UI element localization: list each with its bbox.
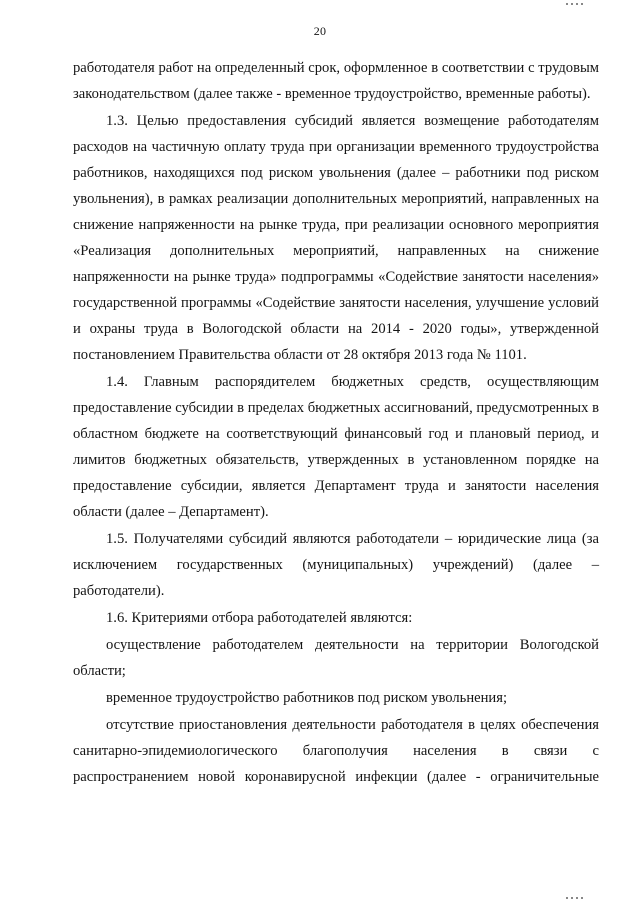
paragraph-1-6: 1.6. Критериями отбора работодателей являются: [106,610,413,626]
page-number: 20 [313,24,327,38]
paragraph-1-4: 1.4. Главным распорядителем бюджетных средств, осуществляющим предоставление субсидии в пределах бюджетных ассигнований, предусмотренных в областном бюджете на соответствующий финансовый год и плановый период, и лимитов бюджетных обязательств, утвержденных в установленном порядке на предоставление субсидии, является Департамент труда и занятости населения области (далее – Департамент). [73,374,599,520]
paragraph-intro: работодателя работ на определенный срок, оформленное в соответствии с трудовым законодательством (далее также - временное трудоустройство, временные работы). [73,60,599,102]
paragraph-1-5: 1.5. Получателями субсидий являются работодатели – юридические лица (за исключением государственных (муниципальных) учреждений) (далее – работодатели). [73,531,599,599]
paragraph-1-3: 1.3. Целью предоставления субсидий является возмещение работодателям расходов на частичную оплату труда при организации временного трудоустройства работников, находящихся под риском увольнения (далее – работники под риском увольнения), в рамках реализации дополнительных мероприятий, направленных на снижение напряженности на рынке труда, при реализации основного мероприятия «Реализация дополнительных мероприятий, направленных на снижение напряженности на рынке труда» подпрограммы «Содействие занятости населения» государственной программы «Содействие занятости населения, улучшение условий и охраны труда в Вологодской области на 2014 - 2020 годы», утвержденной постановлением Правительства области от 28 октября 2013 года № 1101. [73,113,599,363]
criterion-no-suspension: отсутствие приостановления деятельности работодателя в целях обеспечения санитарно-эпидемиологического благополучия населения в связи с распространением новой коронавирусной инфекции (далее - ограничительные [73,717,599,785]
scan-artifact-top [566,3,584,5]
scan-artifact-bottom [566,897,584,899]
criterion-territory: осуществление работодателем деятельности на территории Вологодской области; [73,637,599,679]
criterion-employment: временное трудоустройство работников под риском увольнения; [106,690,508,706]
document-body [73,55,599,791]
